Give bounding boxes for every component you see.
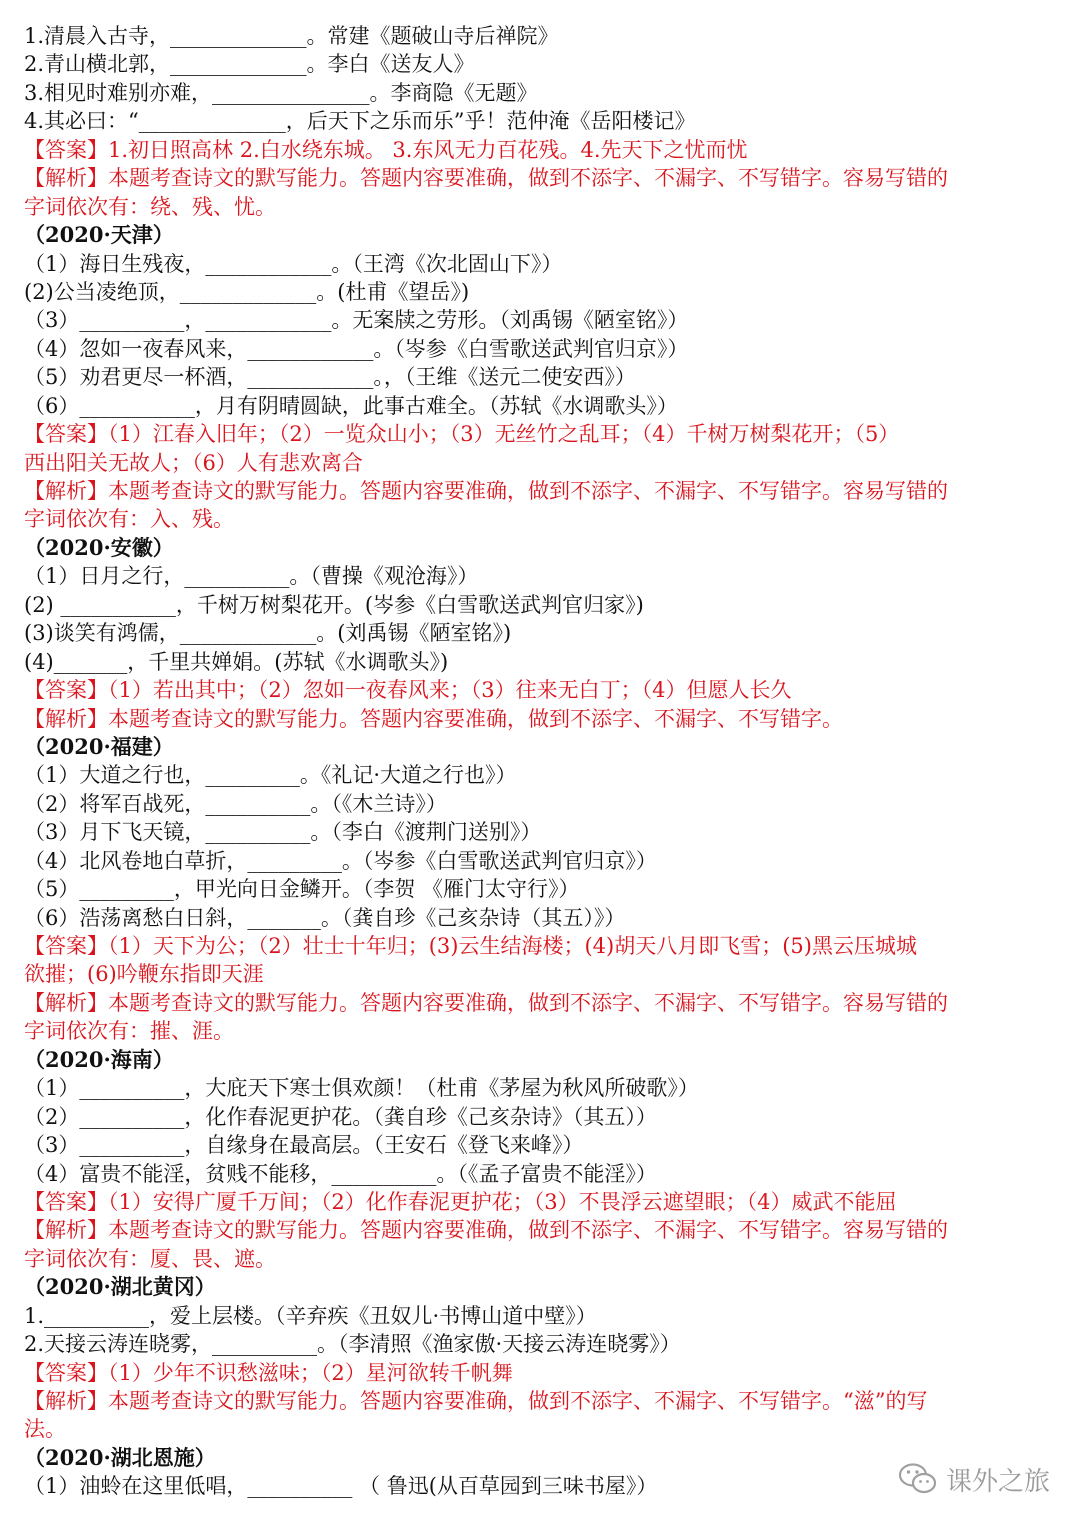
question-line: （2）__________，化作春泥更护花。（龚自珍《己亥杂诗》（其五））	[24, 1104, 657, 1129]
question-line: （4）忽如一夜春风来，____________。（岑参《白雪歌送武判官归京》）	[24, 336, 689, 361]
section-heading: （2020·安徽）	[24, 534, 174, 560]
answer-line: 【答案】（1）安得广厦千万间；（2）化作春泥更护花；（3）不畏浮云遮望眼；（4）威武不能屈	[24, 1189, 897, 1214]
question-line: 4.其必曰：“______________，后天下之乐而乐”乎！范仲淹《岳阳楼记》	[24, 109, 696, 134]
question-line: （1）油蛉在这里低唱，__________ （ 鲁迅(从百草园到三味书屋》）	[24, 1474, 658, 1499]
section-heading: （2020·福建）	[24, 733, 174, 759]
analysis-line: 字词依次有：绕、残、忧。	[24, 194, 276, 219]
watermark	[898, 1459, 1050, 1499]
document-body	[24, 22, 1054, 1501]
question-line: 2.青山横北郭，_____________。李白《送友人》	[24, 52, 475, 77]
question-line: （1）大道之行也，_________。《礼记·大道之行也》）	[24, 763, 517, 788]
section-heading: （2020·湖北恩施）	[24, 1444, 216, 1470]
answer-line: 西出阳关无故人；（6）人有悲欢离合	[24, 450, 363, 475]
answer-line: 【答案】（1）少年不识愁滋味；（2）星河欲转千帆舞	[24, 1360, 513, 1385]
analysis-line: 【解析】本题考查诗文的默写能力。答题内容要准确，做到不添字、不漏字、不写错字。容易写错的	[24, 166, 948, 191]
analysis-line: 【解析】本题考查诗文的默写能力。答题内容要准确，做到不添字、不漏字、不写错字。容易写错的	[24, 1218, 948, 1243]
question-line: （1）__________，大庇天下寒士俱欢颜！（杜甫《茅屋为秋风所破歌》）	[24, 1076, 699, 1101]
question-line: （6）___________，月有阴晴圆缺，此事古难全。（苏轼《水调歌头》）	[24, 393, 678, 418]
question-line: （5）_________，甲光向日金鳞开。（李贺 《雁门太守行》）	[24, 877, 580, 902]
answer-line: 【答案】（1）若出其中；（2）忽如一夜春风来；（3）往来无白丁；（4）但愿人长久	[24, 678, 792, 703]
question-line: (2)公当凌绝顶，_____________。(杜甫《望岳》)	[24, 279, 470, 304]
analysis-line: 字词依次有：入、残。	[24, 507, 234, 532]
section-heading: （2020·天津）	[24, 222, 174, 248]
question-line: 1.__________，爱上层楼。（辛弃疾《丑奴儿·书博山道中壁》）	[24, 1303, 597, 1328]
question-line: （2）将军百战死，__________。（《木兰诗》）	[24, 791, 447, 816]
question-line: 1.清晨入古寺，_____________。常建《题破山寺后禅院》	[24, 24, 559, 48]
question-line: （5）劝君更尽一杯酒，____________。，（王维《送元二使安西》）	[24, 365, 636, 390]
analysis-line: 字词依次有：厦、畏、遮。	[24, 1246, 276, 1271]
wechat-icon	[898, 1462, 938, 1496]
analysis-line: 【解析】本题考查诗文的默写能力。答题内容要准确，做到不添字、不漏字、不写错字。容易写错的	[24, 479, 948, 503]
question-line: (3)谈笑有鸿儒，_____________。(刘禹锡《陋室铭》)	[24, 621, 512, 646]
answer-line: 欲摧；(6)吟鞭东指即天涯	[24, 962, 264, 987]
question-line: 3.相见时难别亦难，_______________。李商隐《无题》	[24, 80, 538, 105]
section-heading: （2020·湖北黄冈）	[24, 1274, 216, 1300]
analysis-line: 字词依次有：摧、涯。	[24, 1019, 234, 1044]
question-line: （1）日月之行，__________。（曹操《观沧海》）	[24, 564, 479, 589]
answer-line: 【答案】（1）天下为公；（2）壮士十年归；(3)云生结海楼；(4)胡天八月即飞雪；(5)黑云压城城	[24, 934, 917, 958]
answer-line: 【答案】1.初日照高林 2.白水绕东城。 3.东风无力百花残。4.先天下之忧而忧	[24, 137, 748, 162]
analysis-line: 【解析】本题考查诗文的默写能力。答题内容要准确，做到不添字、不漏字、不写错字。“滋”的写	[24, 1389, 928, 1413]
question-line: (4)_______，千里共婵娟。(苏轼《水调歌头》)	[24, 649, 449, 674]
question-line: （1）海日生残夜，____________。（王湾《次北固山下》）	[24, 251, 563, 276]
question-line: （4）富贵不能淫，贫贱不能移，__________。（《孟子富贵不能淫》）	[24, 1161, 657, 1186]
question-line: （3）__________，____________。无案牍之劳形。（刘禹锡《陋室铭》）	[24, 308, 689, 333]
question-line: （6）浩荡离愁白日斜，_______。（龚自珍《己亥杂诗（其五）》）	[24, 905, 626, 930]
question-line: (2) ___________，千树万树梨花开。(岑参《白雪歌送武判官归家》)	[24, 592, 644, 617]
answer-line: 【答案】（1）江春入旧年；（2）一览众山小；（3）无丝竹之乱耳；（4）千树万树梨花开；（5）	[24, 422, 900, 447]
question-line: （3）__________，自缘身在最高层。（王安石《登飞来峰》）	[24, 1133, 584, 1158]
question-line: （4）北风卷地白草折，_________。（岑参《白雪歌送武判官归京》）	[24, 848, 657, 873]
watermark-text: 课外之旅	[945, 1466, 1050, 1497]
analysis-line: 【解析】本题考查诗文的默写能力。答题内容要准确，做到不添字、不漏字、不写错字。	[24, 706, 843, 731]
analysis-line: 【解析】本题考查诗文的默写能力。答题内容要准确，做到不添字、不漏字、不写错字。容易写错的	[24, 990, 948, 1015]
question-line: （3）月下飞天镜，__________。（李白《渡荆门送别》）	[24, 820, 542, 845]
section-heading: （2020·海南）	[24, 1046, 174, 1072]
analysis-line: 法。	[24, 1417, 66, 1442]
question-line: 2.天接云涛连晓雾，__________。（李清照《渔家傲·天接云涛连晓雾》）	[24, 1332, 681, 1357]
